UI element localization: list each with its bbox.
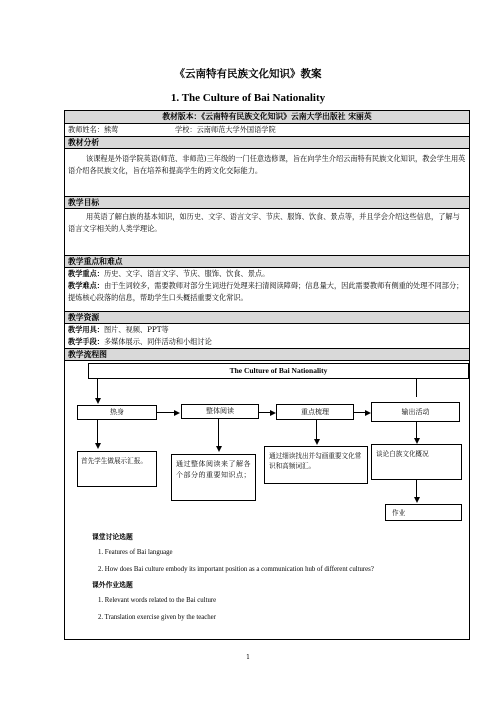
analysis-text: 该课程是外语学院英语(师范、非师范)三年级的一门任意选修课，旨在向学生介绍云南特有民族文化知识，教会学生用英语介绍各民族文化，旨在培养和提高学生的跨文化交际能力。 (65, 148, 469, 196)
flow-divider (65, 360, 469, 361)
tools-label: 教学用具： (68, 325, 104, 334)
homework-heading: 课外作业选题 (92, 581, 133, 589)
edition-row: 教材版本：《云南特有民族文化知识》云南大学出版社 宋丽英 (65, 111, 469, 123)
keypoints-label: 教学重点： (68, 269, 104, 278)
connector (316, 420, 317, 440)
flow-step-output: 输出活动 (371, 402, 460, 422)
school-name: 学校：云南师范大学外国语学院 (175, 125, 276, 134)
means-text: 多媒体展示、同伴活动和小组讨论 (103, 337, 212, 346)
connector (97, 379, 98, 399)
connector (416, 480, 417, 498)
flow-heading: 教学流程图 (65, 348, 469, 360)
connector (354, 412, 365, 413)
connector (97, 420, 98, 444)
goals-text: 用英语了解白族的基本知识，如历史、文字、语言文字、节庆、服饰、饮食、景点等，并且学会介绍这些信息，了解与语言文字相关的人类学理论。 (65, 208, 469, 255)
keypoints-heading: 教学重点和难点 (65, 255, 469, 267)
arrow-down-icon (216, 446, 222, 452)
document-subtitle: 1. The Culture of Bai Nationality (170, 92, 326, 104)
homework-item: 2. Translation exercise given by the teacher (98, 614, 216, 621)
flow-main-title: The Culture of Bai Nationality (88, 363, 469, 379)
arrow-down-icon (95, 443, 101, 449)
teacher-row (65, 123, 469, 136)
arrow-right-icon (365, 410, 371, 416)
arrow-right-icon (270, 410, 276, 416)
arrow-down-icon (95, 398, 101, 404)
keypoints-block (65, 267, 469, 311)
flow-detail-overall-reading: 通过整体阅读来了解各个部分的重要知识点； (171, 454, 256, 501)
means-label: 教学手段： (68, 337, 104, 346)
flow-step-key-points: 重点梳理 (276, 404, 354, 420)
document-title: 《云南特有民族文化知识》教案 (174, 68, 322, 80)
connector (157, 412, 175, 413)
arrow-down-icon (314, 439, 320, 445)
discussion-item: 2. How does Bai culture embody its important position as a communication hub of different cultures? (98, 566, 374, 573)
connector (218, 419, 219, 447)
keypoints-text: 历史、文字、语言文字、节庆、服饰、饮食、景点。 (103, 269, 270, 278)
arrow-down-icon (414, 497, 420, 503)
homework-item: 1. Relevant words related to the Bai culture (98, 597, 217, 604)
arrow-right-icon (174, 410, 180, 416)
page-number: 1 (246, 654, 250, 661)
teacher-name: 教师姓名：熊莺 (68, 125, 119, 134)
difficulty-text: 由于生词较多，需要教师对部分生词进行处理来扫清阅读障碍；信息量大，因此需要教师有侧重的处理不同部分；提炼核心段落的信息，帮助学生口头概括重要文化常识。 (68, 281, 464, 302)
difficulty-label: 教学难点： (68, 281, 104, 290)
flow-step-overall-reading: 整体阅读 (181, 404, 259, 419)
discussion-item: 1. Features of Bai language (98, 549, 173, 556)
resources-block (65, 323, 469, 348)
connector (416, 422, 417, 439)
analysis-heading: 教材分析 (65, 136, 469, 148)
flow-step-warmup: 热身 (77, 405, 157, 420)
goals-heading: 教学目标 (65, 196, 469, 208)
flow-final-homework: 作业 (385, 504, 462, 521)
connector (416, 379, 417, 397)
flow-detail-key-points: 通过细读找出并勾画重要文化常识和高频词汇。 (264, 446, 368, 484)
tools-text: 图片、视频、PPT等 (103, 325, 169, 334)
connector (259, 412, 270, 413)
discussion-heading: 课堂讨论选题 (92, 533, 133, 541)
flow-detail-output: 谈论白族文化概况 (371, 444, 462, 480)
resources-heading: 教学资源 (65, 311, 469, 323)
flow-detail-warmup: 首先学生做展示汇报。 (77, 451, 157, 487)
